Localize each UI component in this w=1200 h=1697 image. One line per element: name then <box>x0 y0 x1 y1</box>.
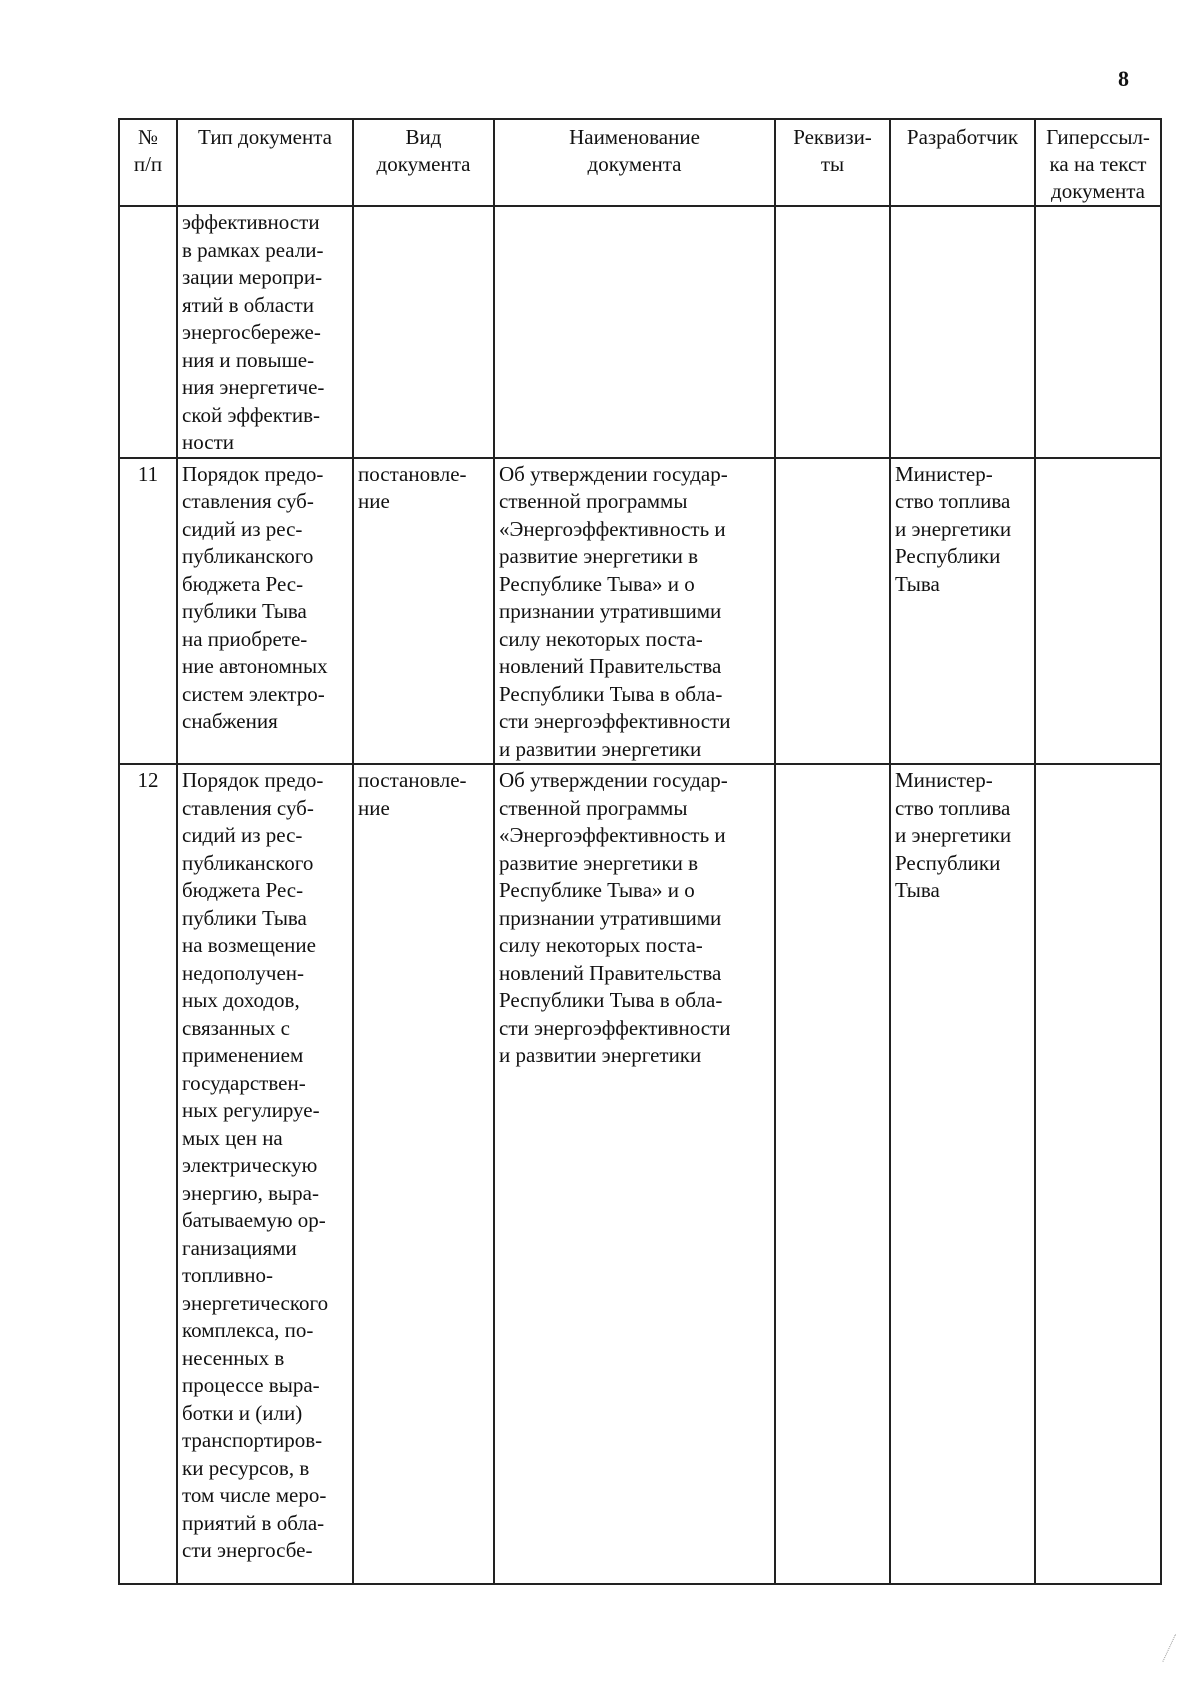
cell-requisites <box>775 206 890 458</box>
cell-num: 12 <box>119 764 177 1584</box>
header-doc-kind: Вид документа <box>353 119 494 206</box>
cell-doc-name: Об утверждении государ- ственной программы «Энергоэффективность и развитие энергетики в Республике Тыва» и о признании утратившими силу некоторых поста- новлений Правительства Республики Тыва в обла- сти энергоэффективности и развитии энергетики <box>494 764 775 1584</box>
table-row <box>119 764 1161 1584</box>
documents-table <box>118 118 1162 1585</box>
cell-num <box>119 206 177 458</box>
cell-hyperlink <box>1035 206 1161 458</box>
cell-doc-kind: постановле- ние <box>353 458 494 765</box>
cell-developer <box>890 206 1035 458</box>
header-hyperlink: Гиперссыл- ка на текст документа <box>1035 119 1161 206</box>
cell-requisites <box>775 764 890 1584</box>
scan-mark <box>1162 1634 1188 1668</box>
cell-hyperlink <box>1035 764 1161 1584</box>
cell-doc-kind: постановле- ние <box>353 764 494 1584</box>
cell-doc-type: эффективности в рамках реали- зации меропри- ятий в области энергосбереже- ния и повыше- ния энергетиче- ской эффектив- ности <box>177 206 353 458</box>
cell-hyperlink <box>1035 458 1161 765</box>
header-num: № п/п <box>119 119 177 206</box>
header-doc-type: Тип документа <box>177 119 353 206</box>
page-number: 8 <box>1118 66 1129 91</box>
table-header-row <box>119 119 1161 206</box>
cell-doc-kind <box>353 206 494 458</box>
header-developer: Разработчик <box>890 119 1035 206</box>
cell-developer: Министер- ство топлива и энергетики Республики Тыва <box>890 764 1035 1584</box>
cell-requisites <box>775 458 890 765</box>
table-row <box>119 458 1161 765</box>
cell-num: 11 <box>119 458 177 765</box>
table-row <box>119 206 1161 458</box>
cell-doc-type: Порядок предо- ставления суб- сидий из рес- публиканского бюджета Рес- публики Тыва на приобрете- ние автономных систем электро- снабжения <box>177 458 353 765</box>
cell-doc-type: Порядок предо- ставления суб- сидий из рес- публиканского бюджета Рес- публики Тыва на возмещение недополучен- ных доходов, связанных с применением государствен- ных регулируе- мых цен на электрическую энергию, выра- батываемую ор- ганизациями топливно- энергетического комплекса, по- несенных в процессе выра- ботки и (или) транспортиров- ки ресурсов, в том числе меро- приятий в обла- сти энергосбе- <box>177 764 353 1584</box>
cell-doc-name <box>494 206 775 458</box>
header-requisites: Реквизи- ты <box>775 119 890 206</box>
cell-doc-name: Об утверждении государ- ственной программы «Энергоэффективность и развитие энергетики в Республике Тыва» и о признании утратившими силу некоторых поста- новлений Правительства Республики Тыва в обла- сти энергоэффективности и развитии энергетики <box>494 458 775 765</box>
cell-developer: Министер- ство топлива и энергетики Республики Тыва <box>890 458 1035 765</box>
header-doc-name: Наименование документа <box>494 119 775 206</box>
